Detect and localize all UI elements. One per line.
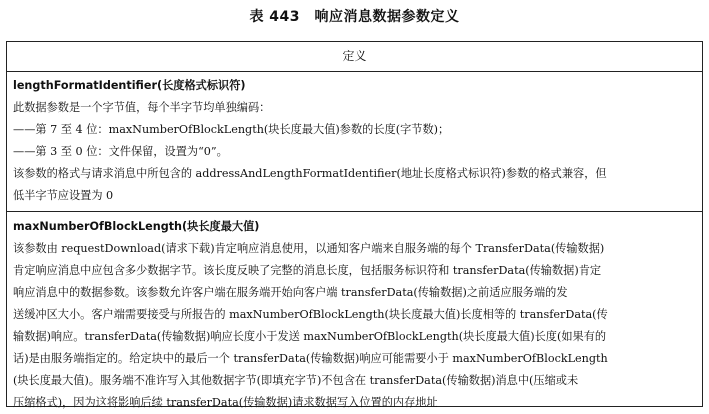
table-caption: 表 443 响应消息数据参数定义 <box>249 9 460 25</box>
text-line: ——第 3 至 0 位：文件保留，设置为“0”。 <box>13 145 228 158</box>
text-line: 该参数由 requestDownload(请求下载)肯定响应消息使用，以通知客户端来自服务端的每个 TransferData(传输数据) <box>13 242 605 255</box>
text-line: 此数据参数是一个字节值，每个半字节均单独编码： <box>13 101 271 114</box>
text-line: 响应消息中的数据参数。该参数允许客户端在服务端开始向客户端 transferData(传输数据)之前适应服务端的发 <box>13 286 568 299</box>
text-line: 该参数的格式与请求消息中所包含的 addressAndLengthFormatIdentifier(地址长度格式标识符)参数的格式兼容，但 <box>13 167 607 180</box>
section-max-number-of-block-length <box>7 212 702 414</box>
text-line: 低半字节应设置为 0 <box>13 189 114 202</box>
section-body <box>13 238 696 414</box>
section-title: lengthFormatIdentifier(长度格式标识符) <box>13 79 246 92</box>
section-body <box>13 97 696 207</box>
text-line: 话)是由服务端指定的。给定块中的最后一个 transferData(传输数据)响应可能需要小于 maxNumberOfBlockLength <box>13 352 608 365</box>
section-length-format-identifier <box>7 72 702 212</box>
definition-table <box>6 41 703 407</box>
section-title: maxNumberOfBlockLength(块长度最大值) <box>13 220 260 233</box>
text-line: ——第 7 至 4 位：maxNumberOfBlockLength(块长度最大值)参数的长度(字节数)； <box>13 123 450 136</box>
text-line: 送缓冲区大小。客户端需要接受与所报告的 maxNumberOfBlockLength(块长度最大值)长度相等的 transferData(传 <box>13 308 608 321</box>
table-header-definition: 定义 <box>7 42 702 72</box>
text-line: 输数据)响应。transferData(传输数据)响应长度小于发送 maxNumberOfBlockLength(块长度最大值)长度(如果有的 <box>13 330 607 343</box>
text-line: (块长度最大值)。服务端不准许写入其他数据字节(即填充字节)不包含在 transferData(传输数据)消息中(压缩或未 <box>13 374 579 387</box>
text-line: 压缩格式)，因为这将影响后续 transferData(传输数据)请求数据写入位置的内存地址 <box>13 396 438 409</box>
text-line: 肯定响应消息中应包含多少数据字节。该长度反映了完整的消息长度，包括服务标识符和 transferData(传输数据)肯定 <box>13 264 602 277</box>
